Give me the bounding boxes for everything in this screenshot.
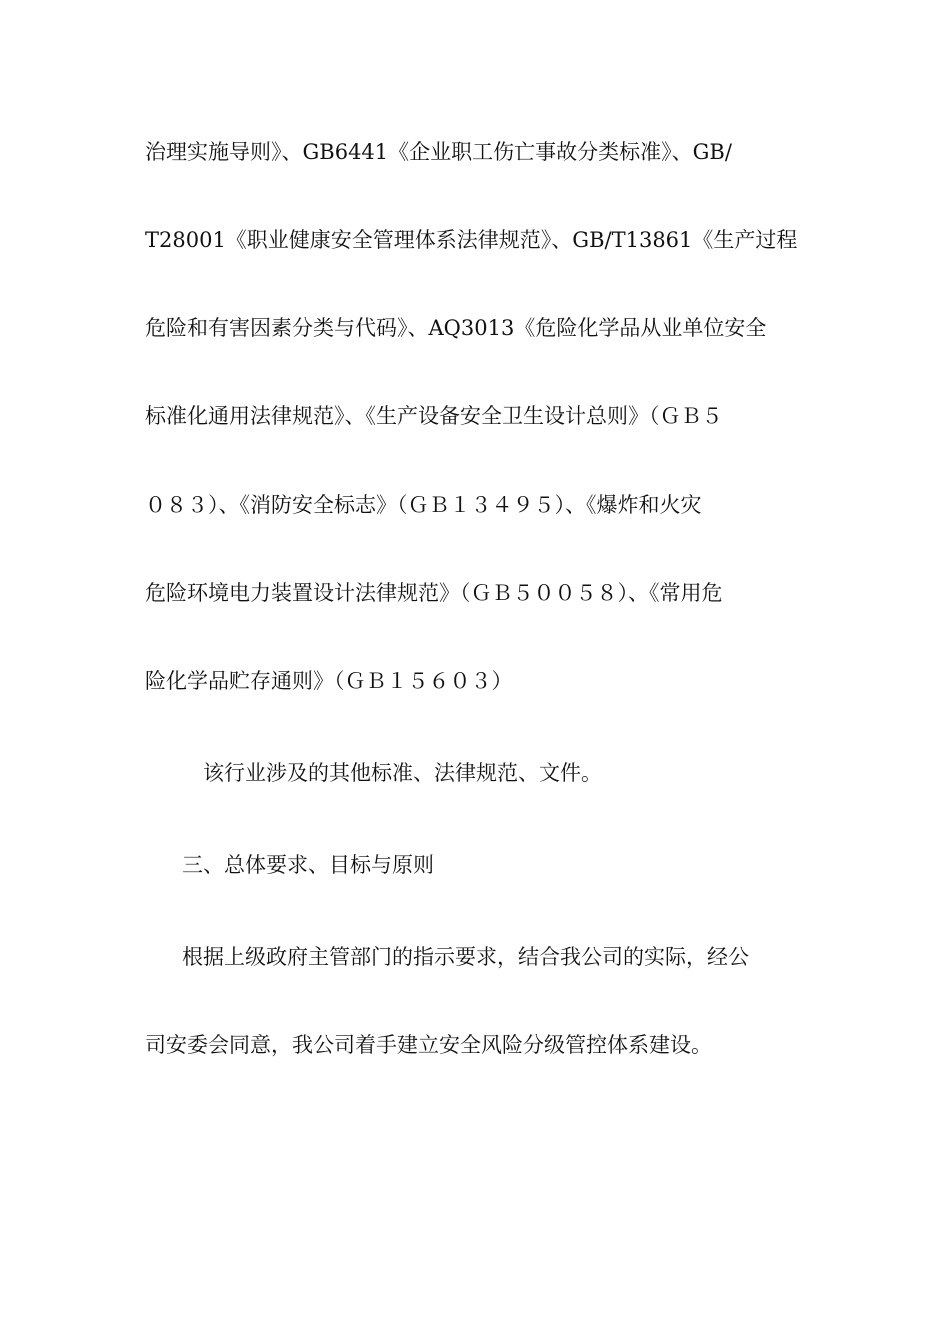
text-line-1: 治理实施导则》、GB6441《企业职工伤亡事故分类标准》、GB/ [145,140,732,164]
text-line-4: 标准化通用法律规范》、《生产设备安全卫生设计总则》（ＧＢ５ [145,404,723,428]
paragraph-line-1: 根据上级政府主管部门的指示要求，结合我公司的实际，经公 [182,945,749,969]
section-heading: 三、总体要求、目标与原则 [182,853,434,877]
text-line-3: 危险和有害因素分类与代码》、AQ3013《危险化学品从业单位安全 [145,316,767,340]
text-line-2: T28001《职业健康安全管理体系法律规范》、GB/T13861《生产过程 [145,228,798,252]
text-line-6: 危险环境电力装置设计法律规范》（ＧＢ５００５８）、《常用危 [145,581,723,605]
text-line-7: 险化学品贮存通则》（ＧＢ１５６０３） [145,669,513,693]
paragraph-line-2: 司安委会同意，我公司着手建立安全风险分级管控体系建设。 [145,1033,712,1057]
other-standards-paragraph: 该行业涉及的其他标准、法律规范、文件。 [203,761,602,785]
text-line-5: ０８３）、《消防安全标志》（ＧＢ１３４９５）、《爆炸和火灾 [145,493,702,517]
